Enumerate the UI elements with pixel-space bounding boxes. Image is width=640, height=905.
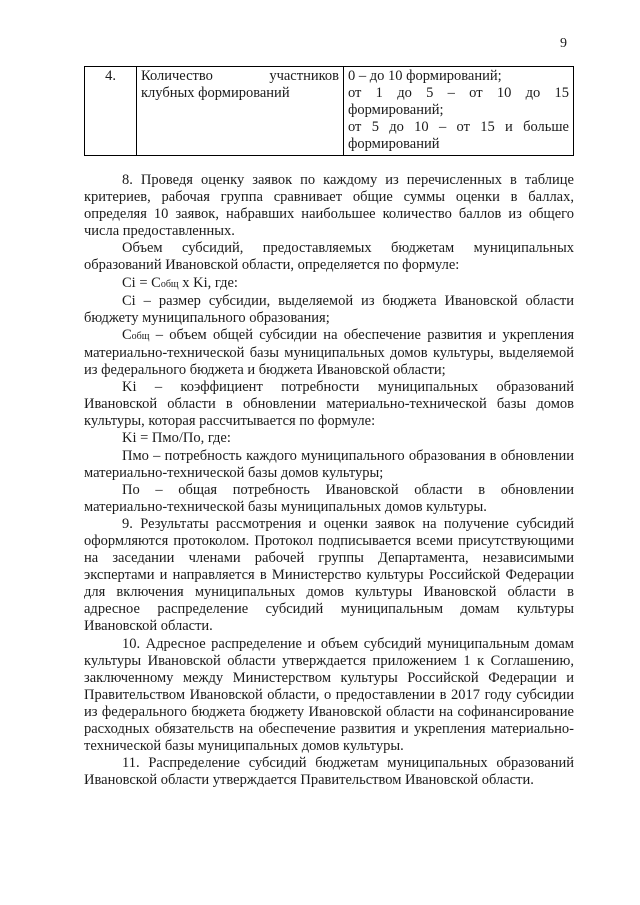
paragraph-10: 10. Адресное распределение и объем субсидий муниципальным домам культуры Ивановской области утверждается приложением 1 к Соглашению, заключенному между Министерством культуры Российской Федерации и Правительством Ивановской области, о предоставлении в 2017 году субсидии из федерального бюджета бюджету Ивановской области на софинансирование расходных обязательств на обеспечение развития и укрепления материально-технической базы муниципальных домов культуры. — [84, 635, 574, 755]
definition-po: По – общая потребность Ивановской области в обновлении материально-технической базы муниципальных домов культуры. — [84, 481, 574, 515]
definition-ci: Ci – размер субсидии, выделяемой из бюджета Ивановской области бюджету муниципального образования; — [84, 292, 574, 326]
paragraph-9: 9. Результаты рассмотрения и оценки заявок на получение субсидий оформляются протоколом. Протокол подписывается всеми присутствующими на заседании членами рабочей группы Департамента, независимыми экспертами и направляется в Министерство культуры Российской Федерации для включения муниципальных домов культуры Ивановской области в адресное распределение субсидий муниципальным домам культуры Ивановской области. — [84, 515, 574, 635]
definition-pmo: Пмо – потребность каждого муниципального образования в обновлении материально-технической базы домов культуры; — [84, 447, 574, 481]
document-body — [84, 172, 574, 789]
cobsh-text: – объем общей субсидии на обеспечение развития и укрепления материально-технической базы муниципальных домов культуры, выделяемой из федерального бюджета и бюджета Ивановской области; — [84, 326, 574, 379]
formula-ci-right: x Ki, где: — [178, 274, 238, 291]
scale-item: от 1 до 5 – от 10 до 15 формирований; — [348, 85, 569, 118]
criterion-scale — [344, 67, 574, 156]
paragraph-11: 11. Распределение субсидий бюджетам муниципальных образований Ивановской области утверждается Правительством Ивановской области. — [84, 755, 574, 789]
criteria-table — [84, 66, 574, 156]
table-row — [85, 67, 574, 156]
scale-item: 0 – до 10 формирований; — [348, 68, 502, 84]
formula-ci-subscript: общ — [160, 278, 179, 290]
definition-ki: Ki – коэффициент потребности муниципальных образований Ивановской области в обновлении материально-технической базы домов культуры, которая рассчитывается по формуле: — [84, 379, 574, 430]
formula-ci-left: Ci = C — [122, 274, 161, 291]
criterion-name-line2: клубных формирований — [141, 85, 290, 101]
paragraph-8: 8. Проведя оценку заявок по каждому из перечисленных в таблице критериев, рабочая группа сравнивает общие суммы оценки в баллах, определяя 10 заявок, набравших наибольшее количество баллов из общего числа предоставленных. — [84, 172, 574, 240]
row-number: 4. — [85, 67, 137, 156]
page-number: 9 — [560, 36, 567, 51]
scale-item: от 5 до 10 – от 15 и больше формирований — [348, 119, 569, 152]
paragraph-subsidy-volume: Объем субсидий, предоставляемых бюджетам муниципальных образований Ивановской области, определяется по формуле: — [84, 240, 574, 274]
criterion-name-line1: Количество участников — [141, 68, 339, 84]
formula-ci — [84, 275, 574, 293]
definition-cobsh — [84, 327, 574, 379]
criterion-name — [137, 67, 344, 156]
cobsh-symbol: C — [122, 326, 132, 343]
formula-ki: Ki = Пмо/По, где: — [122, 430, 231, 447]
cobsh-subscript: общ — [131, 330, 150, 342]
